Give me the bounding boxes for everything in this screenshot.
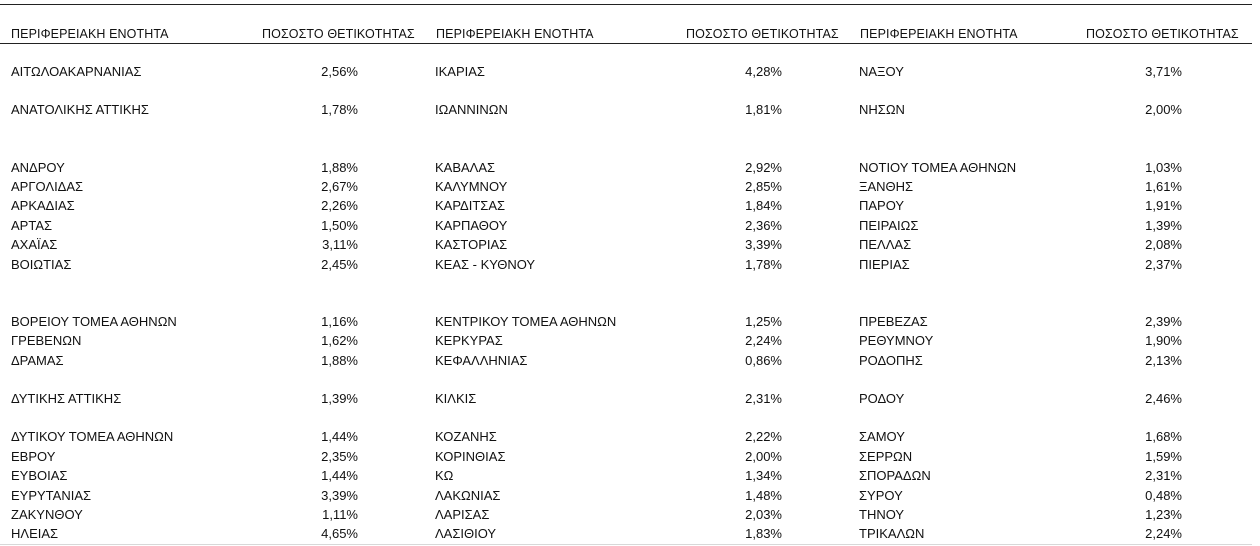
table-cell-rate: 2,31% <box>745 391 782 406</box>
table-cell-region: ΣΑΜΟΥ <box>859 429 905 444</box>
table-cell-rate: 2,85% <box>745 179 782 194</box>
top-rule <box>0 4 1252 5</box>
table-cell-rate: 1,03% <box>1145 160 1182 175</box>
table-cell-region: ΛΑΚΩΝΙΑΣ <box>435 488 501 503</box>
table-cell-rate: 1,39% <box>1145 218 1182 233</box>
table-cell-region: ΡΟΔΟΥ <box>859 391 905 406</box>
table-cell-region: ΝΟΤΙΟΥ ΤΟΜΕΑ ΑΘΗΝΩΝ <box>859 160 1017 175</box>
table-cell-region: ΚΑΡΔΙΤΣΑΣ <box>435 198 506 213</box>
table-cell-region: ΑΧΑΪΑΣ <box>11 237 58 252</box>
table-cell-region: ΚΙΛΚΙΣ <box>435 391 477 406</box>
table-cell-rate: 1,48% <box>745 488 782 503</box>
table-cell-region: ΚΕΝΤΡΙΚΟΥ ΤΟΜΕΑ ΑΘΗΝΩΝ <box>435 314 617 329</box>
table-cell-region: ΛΑΣΙΘΙΟΥ <box>435 526 497 541</box>
table-cell-region: ΤΗΝΟΥ <box>859 507 905 522</box>
table-cell-region: ΚΟΡΙΝΘΙΑΣ <box>435 449 506 464</box>
table-cell-region: ΑΡΚΑΔΙΑΣ <box>11 198 75 213</box>
table-cell-rate: 4,65% <box>321 526 358 541</box>
table-cell-region: ΠΑΡΟΥ <box>859 198 905 213</box>
header-col1-rate: ΠΟΣΟΣΤΟ ΘΕΤΙΚΟΤΗΤΑΣ <box>262 27 415 41</box>
table-cell-region: ΕΥΡΥΤΑΝΙΑΣ <box>11 488 92 503</box>
table-cell-rate: 2,39% <box>1145 314 1182 329</box>
table-cell-rate: 1,50% <box>321 218 358 233</box>
table-cell-region: ΕΥΒΟΙΑΣ <box>11 468 68 483</box>
table-cell-rate: 1,61% <box>1145 179 1182 194</box>
table-cell-rate: 1,59% <box>1145 449 1182 464</box>
table-cell-rate: 1,62% <box>321 333 358 348</box>
table-cell-rate: 3,11% <box>322 237 358 252</box>
table-cell-rate: 1,90% <box>1145 333 1182 348</box>
table-cell-region: ΖΑΚΥΝΘΟΥ <box>11 507 83 522</box>
table-cell-region: ΣΥΡΟΥ <box>859 488 903 503</box>
table-cell-region: ΔΡΑΜΑΣ <box>11 353 64 368</box>
table-cell-rate: 2,03% <box>745 507 782 522</box>
table-cell-region: ΚΑΒΑΛΑΣ <box>435 160 496 175</box>
table-cell-region: ΞΑΝΘΗΣ <box>859 179 914 194</box>
table-cell-region: ΙΩΑΝΝΙΝΩΝ <box>435 102 508 117</box>
table-cell-rate: 3,39% <box>321 488 358 503</box>
header-col2-region: ΠΕΡΙΦΕΡΕΙΑΚΗ ΕΝΟΤΗΤΑ <box>436 27 594 41</box>
table-cell-rate: 2,24% <box>1145 526 1182 541</box>
table-cell-region: ΚΟΖΑΝΗΣ <box>435 429 497 444</box>
table-cell-region: ΔΥΤΙΚΟΥ ΤΟΜΕΑ ΑΘΗΝΩΝ <box>11 429 174 444</box>
table-cell-region: ΓΡΕΒΕΝΩΝ <box>11 333 82 348</box>
table-cell-region: ΚΕΑΣ - ΚΥΘΝΟΥ <box>435 257 536 272</box>
table-cell-region: ΙΚΑΡΙΑΣ <box>435 64 485 79</box>
table-cell-rate: 1,16% <box>321 314 358 329</box>
table-cell-rate: 2,00% <box>745 449 782 464</box>
table-cell-rate: 2,45% <box>321 257 358 272</box>
table-cell-region: ΔΥΤΙΚΗΣ ΑΤΤΙΚΗΣ <box>11 391 122 406</box>
table-cell-region: ΕΒΡΟΥ <box>11 449 56 464</box>
table-cell-region: ΚΕΦΑΛΛΗΝΙΑΣ <box>435 353 528 368</box>
table-cell-region: ΡΟΔΟΠΗΣ <box>859 353 923 368</box>
table-cell-rate: 1,23% <box>1145 507 1182 522</box>
table-cell-rate: 1,11% <box>322 507 358 522</box>
table-cell-region: ΚΑΣΤΟΡΙΑΣ <box>435 237 508 252</box>
table-cell-region: ΠΕΙΡΑΙΩΣ <box>859 218 919 233</box>
table-cell-rate: 2,67% <box>321 179 358 194</box>
header-col2-rate: ΠΟΣΟΣΤΟ ΘΕΤΙΚΟΤΗΤΑΣ <box>686 27 839 41</box>
table-cell-rate: 1,44% <box>321 468 358 483</box>
table-cell-region: ΑΙΤΩΛΟΑΚΑΡΝΑΝΙΑΣ <box>11 64 142 79</box>
header-col3-region: ΠΕΡΙΦΕΡΕΙΑΚΗ ΕΝΟΤΗΤΑ <box>860 27 1018 41</box>
table-cell-rate: 1,34% <box>745 468 782 483</box>
header-col3-rate: ΠΟΣΟΣΤΟ ΘΕΤΙΚΟΤΗΤΑΣ <box>1086 27 1239 41</box>
table-cell-region: ΝΑΞΟΥ <box>859 64 904 79</box>
table-cell-region: ΑΝΑΤΟΛΙΚΗΣ ΑΤΤΙΚΗΣ <box>11 102 149 117</box>
header-rule <box>0 43 1252 44</box>
table-cell-region: ΒΟΡΕΙΟΥ ΤΟΜΕΑ ΑΘΗΝΩΝ <box>11 314 177 329</box>
table-cell-rate: 1,81% <box>745 102 782 117</box>
table-cell-rate: 1,88% <box>321 353 358 368</box>
table-cell-rate: 1,25% <box>745 314 782 329</box>
table-cell-rate: 2,24% <box>745 333 782 348</box>
table-cell-rate: 1,39% <box>321 391 358 406</box>
table-cell-rate: 2,22% <box>745 429 782 444</box>
table-cell-region: ΤΡΙΚΑΛΩΝ <box>859 526 925 541</box>
table-cell-rate: 2,37% <box>1145 257 1182 272</box>
table-cell-rate: 1,78% <box>745 257 782 272</box>
table-cell-rate: 1,88% <box>321 160 358 175</box>
table-cell-region: ΑΡΤΑΣ <box>11 218 53 233</box>
table-cell-rate: 1,44% <box>321 429 358 444</box>
table-cell-rate: 2,26% <box>321 198 358 213</box>
table-cell-region: ΣΕΡΡΩΝ <box>859 449 913 464</box>
table-cell-rate: 2,35% <box>321 449 358 464</box>
table-cell-region: ΛΑΡΙΣΑΣ <box>435 507 490 522</box>
table-cell-region: ΠΙΕΡΙΑΣ <box>859 257 910 272</box>
table-cell-rate: 0,86% <box>745 353 782 368</box>
table-cell-rate: 2,36% <box>745 218 782 233</box>
table-cell-region: ΚΕΡΚΥΡΑΣ <box>435 333 503 348</box>
table-cell-region: ΚΩ <box>435 468 454 483</box>
table-cell-rate: 3,39% <box>745 237 782 252</box>
table-cell-rate: 2,56% <box>321 64 358 79</box>
table-cell-region: ΚΑΡΠΑΘΟΥ <box>435 218 508 233</box>
table-cell-rate: 2,00% <box>1145 102 1182 117</box>
table-cell-rate: 2,92% <box>745 160 782 175</box>
table-cell-rate: 3,71% <box>1145 64 1182 79</box>
table-cell-region: ΑΝΔΡΟΥ <box>11 160 65 175</box>
table-cell-rate: 1,78% <box>321 102 358 117</box>
table-cell-rate: 1,68% <box>1145 429 1182 444</box>
header-col1-region: ΠΕΡΙΦΕΡΕΙΑΚΗ ΕΝΟΤΗΤΑ <box>11 27 169 41</box>
table-cell-region: ΠΕΛΛΑΣ <box>859 237 912 252</box>
table-cell-rate: 2,08% <box>1145 237 1182 252</box>
table-cell-region: ΣΠΟΡΑΔΩΝ <box>859 468 931 483</box>
table-cell-rate: 4,28% <box>745 64 782 79</box>
table-cell-region: ΡΕΘΥΜΝΟΥ <box>859 333 934 348</box>
table-cell-rate: 2,31% <box>1145 468 1182 483</box>
table-cell-region: ΗΛΕΙΑΣ <box>11 526 59 541</box>
bottom-rule <box>0 544 1252 545</box>
table-cell-rate: 1,91% <box>1145 198 1182 213</box>
table-cell-rate: 0,48% <box>1145 488 1182 503</box>
table-cell-rate: 2,46% <box>1145 391 1182 406</box>
table-cell-rate: 2,13% <box>1145 353 1182 368</box>
table-cell-region: ΝΗΣΩΝ <box>859 102 905 117</box>
table-cell-region: ΒΟΙΩΤΙΑΣ <box>11 257 72 272</box>
table-cell-rate: 1,84% <box>745 198 782 213</box>
table-cell-region: ΑΡΓΟΛΙΔΑΣ <box>11 179 84 194</box>
table-cell-region: ΠΡΕΒΕΖΑΣ <box>859 314 928 329</box>
table-cell-rate: 1,83% <box>745 526 782 541</box>
table-cell-region: ΚΑΛΥΜΝΟΥ <box>435 179 508 194</box>
